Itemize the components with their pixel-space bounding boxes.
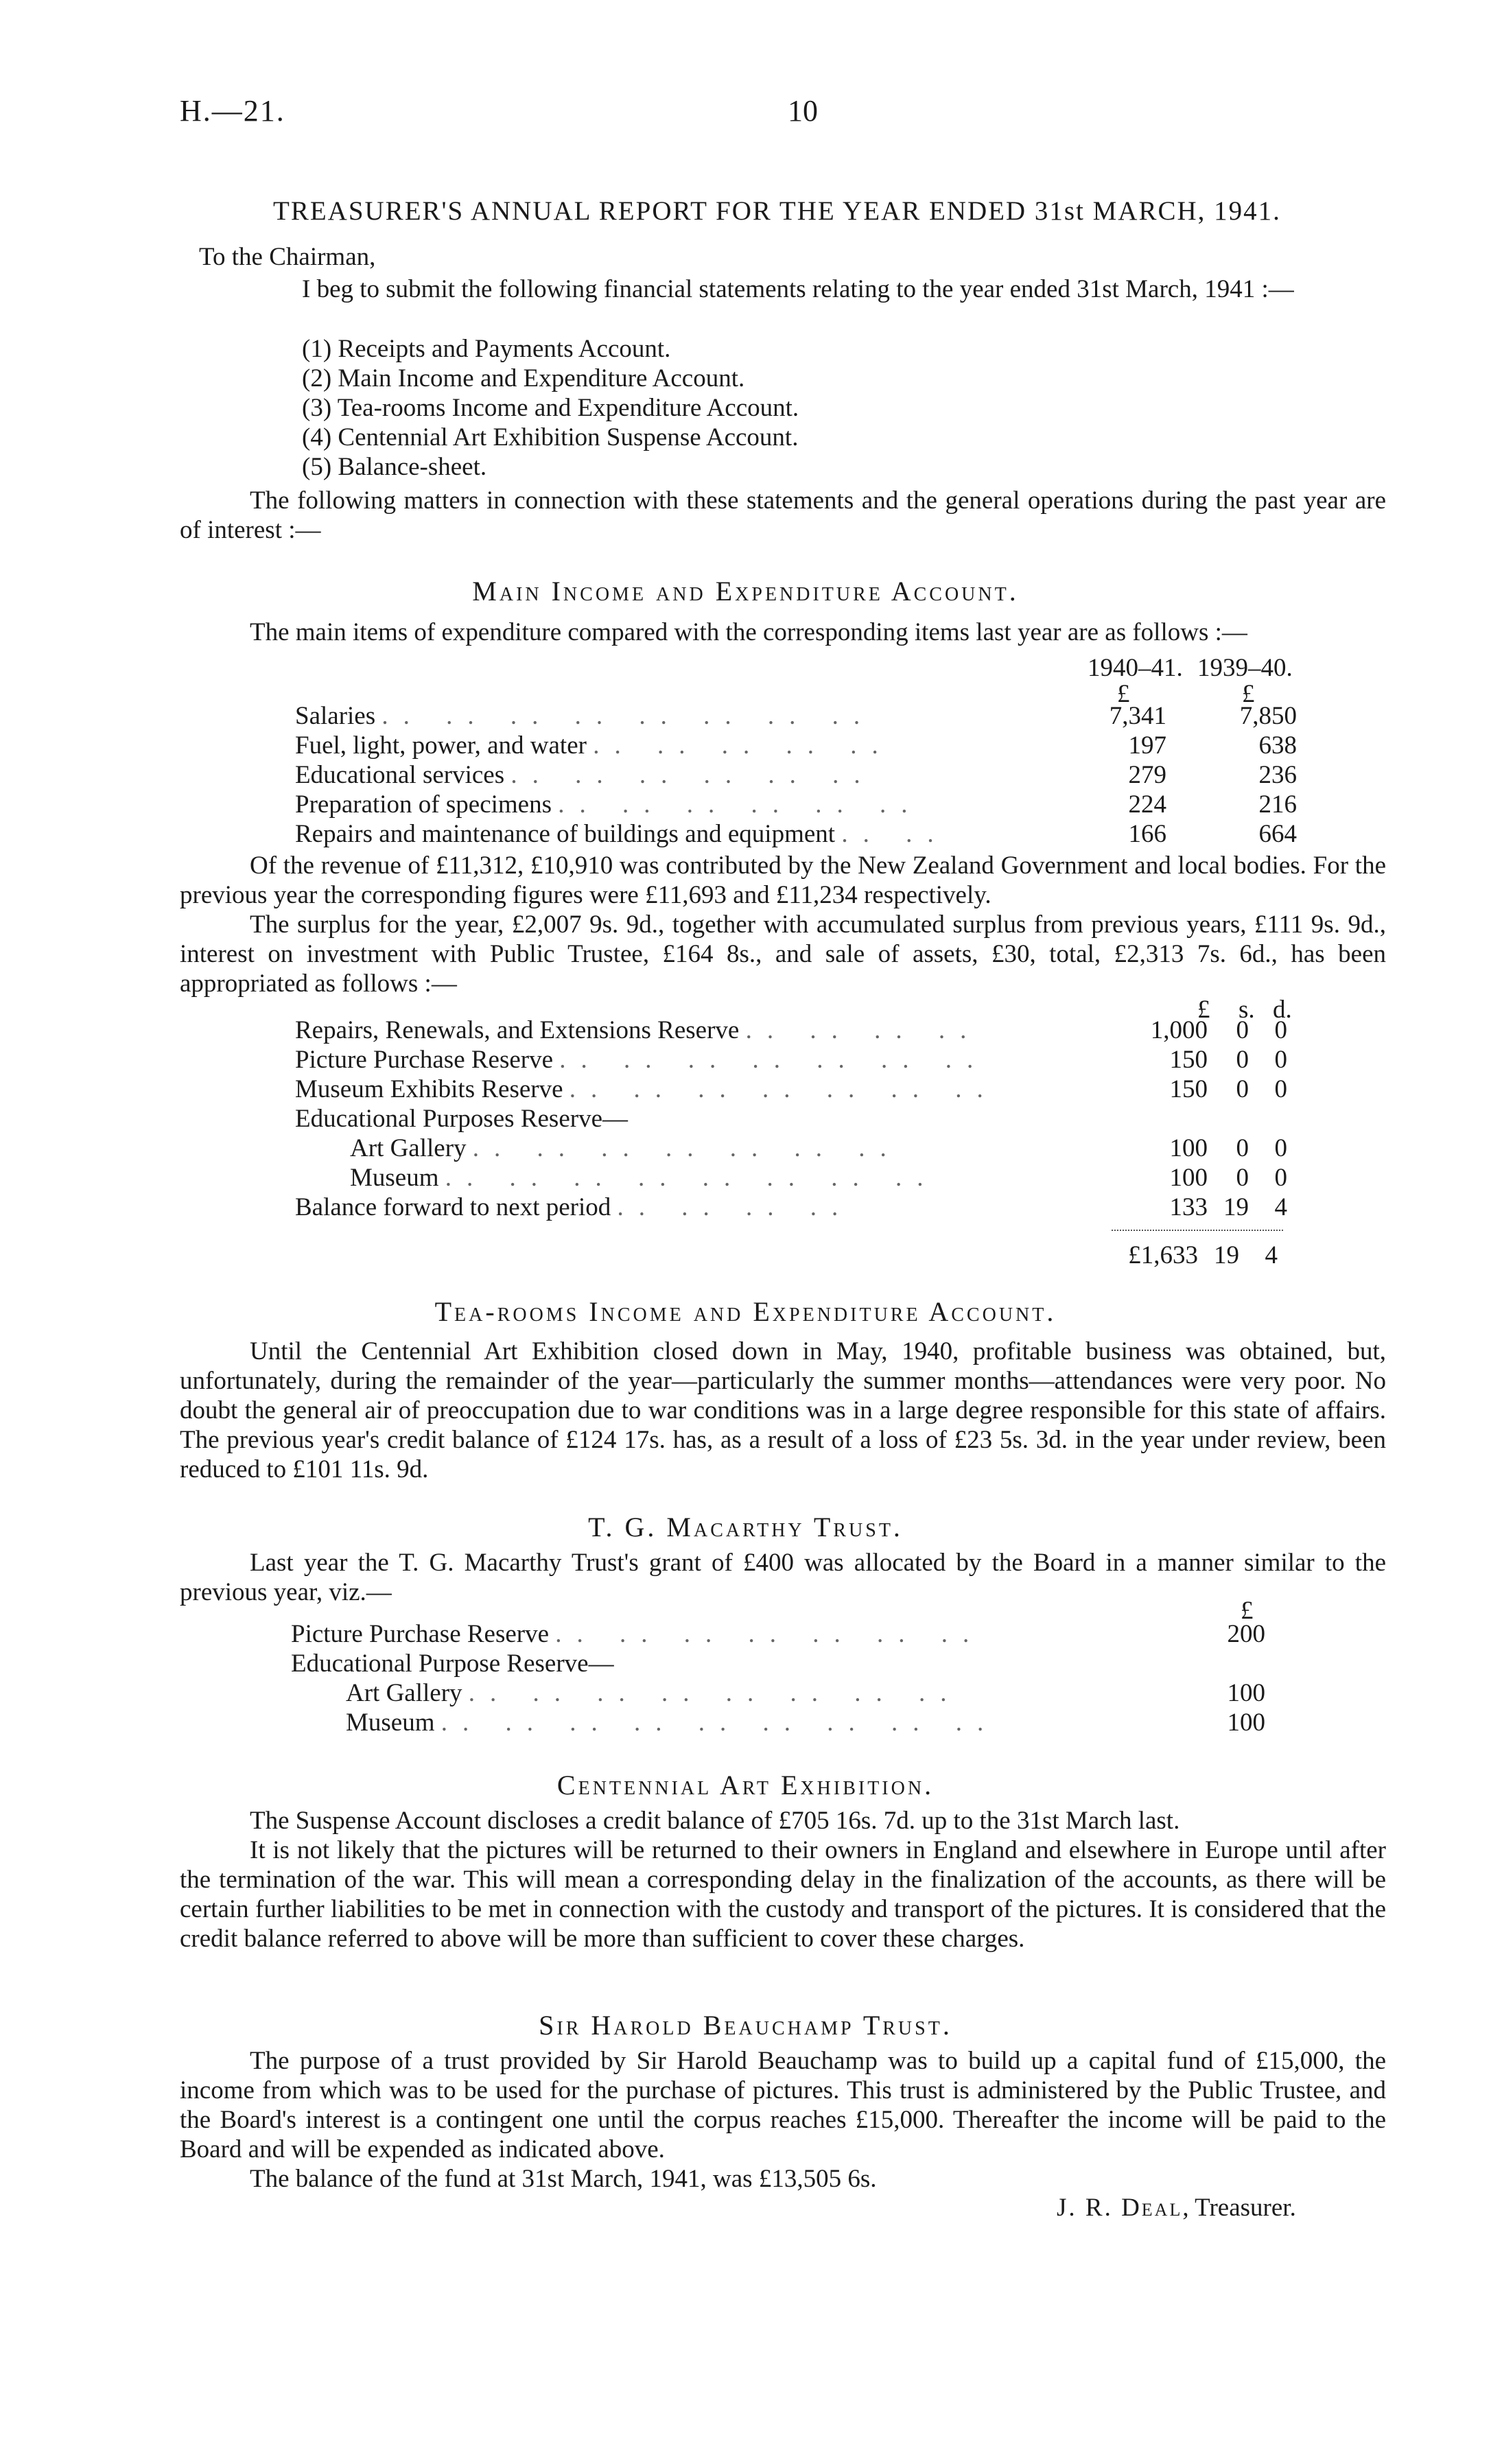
- row-label: Repairs, Renewals, and Extensions Reserve: [295, 1016, 740, 1044]
- table-row: Repairs, Renewals, and Extensions Reserve .. .. .. .. 1,000 0 0: [295, 1016, 1287, 1044]
- signatory-role: , Treasurer.: [1182, 2194, 1296, 2222]
- statement-item: (3) Tea-rooms Income and Expenditure Account.: [302, 394, 799, 422]
- section-heading-beauchamp: Sir Harold Beauchamp Trust.: [539, 2010, 952, 2041]
- surplus-paragraph: The surplus for the year, £2,007 9s. 9d., together with accumulated surplus from previous years, £111 9s. 9d., interest on investment with Public Trustee, £164 8s., and sale of assets, £30, total, £2,313 7s. 6d., has been appropriated as follows :—: [180, 911, 1386, 998]
- main-account-lead: The main items of expenditure compared with the corresponding items last year are as follows :—: [250, 618, 1247, 646]
- row-label: Picture Purchase Reserve: [291, 1620, 550, 1648]
- row-label: Art Gallery: [346, 1679, 462, 1707]
- unit-pence: d.: [1273, 996, 1292, 1024]
- document-reference: H.—21.: [180, 94, 285, 128]
- column-unit-current: £: [1117, 680, 1130, 708]
- table-row: [295, 1104, 1287, 1134]
- value-previous: 638: [1258, 731, 1297, 760]
- total-shillings: 19: [1214, 1241, 1239, 1269]
- row-label: Fuel, light, power, and water: [295, 731, 587, 760]
- total-pence: 4: [1265, 1241, 1278, 1269]
- value-current: 7,341: [1109, 702, 1166, 730]
- expenditure-table: [295, 701, 1297, 849]
- unit-shillings: s.: [1238, 996, 1255, 1024]
- value-current: 197: [1128, 731, 1166, 760]
- value-pence: 0: [1274, 1164, 1287, 1192]
- value-current: 279: [1128, 761, 1166, 789]
- statement-item: (2) Main Income and Expenditure Account.: [302, 364, 745, 392]
- table-row: Preparation of specimens .. .. .. .. .. .. 224 216: [295, 790, 1297, 819]
- row-value: [1169, 1649, 1265, 1678]
- unit-pounds: £: [1197, 996, 1210, 1024]
- row-label: Preparation of specimens: [295, 790, 552, 819]
- row-label: Art Gallery: [350, 1134, 467, 1162]
- row-label: Museum: [350, 1164, 439, 1192]
- row-label: Educational Purpose Reserve—: [291, 1650, 614, 1678]
- salutation: To the Chairman,: [199, 243, 376, 271]
- table-row: Repairs and maintenance of buildings and equipment .. .. 166 664: [295, 820, 1297, 848]
- column-unit-previous: £: [1242, 680, 1255, 708]
- table-row: Picture Purchase Reserve .. .. .. .. .. .. .. 150 0 0: [295, 1046, 1287, 1074]
- value-pounds: 133: [1169, 1193, 1208, 1221]
- unit-pounds: £: [1241, 1597, 1254, 1625]
- value-shillings: 19: [1223, 1193, 1249, 1221]
- section-heading-macarthy: T. G. Macarthy Trust.: [588, 1512, 903, 1542]
- value-pounds: [1139, 1104, 1208, 1134]
- beauchamp-paragraph-2: The balance of the fund at 31st March, 1941, was £13,505 6s.: [250, 2165, 877, 2193]
- value-pence: 0: [1274, 1046, 1287, 1074]
- total-rule: [1112, 1230, 1283, 1231]
- value-shillings: 0: [1236, 1134, 1249, 1162]
- signatory-name: J. R. Deal: [1057, 2194, 1183, 2222]
- value-pounds: 150: [1169, 1046, 1208, 1074]
- table-row: Museum Exhibits Reserve .. .. .. .. .. .. .. 150 0 0: [295, 1075, 1287, 1103]
- row-label: Educational Purposes Reserve—: [295, 1105, 628, 1133]
- statement-item: (5) Balance-sheet.: [302, 453, 487, 481]
- table-row: Balance forward to next period .. .. .. .. 133 19 4: [295, 1193, 1287, 1221]
- value-shillings: 0: [1236, 1016, 1249, 1044]
- report-title: TREASURER'S ANNUAL REPORT FOR THE YEAR ENDED 31st MARCH, 1941.: [273, 196, 1281, 226]
- revenue-paragraph: Of the revenue of £11,312, £10,910 was contributed by the New Zealand Government and local bodies. For the previous year the corresponding figures were £11,693 and £11,234 respectively.: [180, 852, 1386, 909]
- column-year-current: 1940–41.: [1088, 654, 1183, 682]
- value-pence: 0: [1274, 1016, 1287, 1044]
- value-previous: 664: [1258, 820, 1297, 848]
- beauchamp-paragraph-1: The purpose of a trust provided by Sir Harold Beauchamp was to build up a capital fund of £15,000, the income from which was to be used for the purchase of pictures. This trust is administered by the Public Trustee, and the Board's interest is a contingent one until the corpus reaches £15,000. Thereafter the income will be paid to the Board and will be expended as indicated above.: [180, 2047, 1386, 2163]
- value-pence: 4: [1274, 1193, 1287, 1221]
- row-label: Museum: [346, 1709, 435, 1737]
- total-pounds: £1,633: [1128, 1241, 1198, 1269]
- macarthy-table: [291, 1619, 1265, 1737]
- row-label: Picture Purchase Reserve: [295, 1046, 554, 1074]
- row-label: Balance forward to next period: [295, 1193, 611, 1221]
- statement-item: (4) Centennial Art Exhibition Suspense Account.: [302, 423, 799, 451]
- total-row: [1112, 1241, 1278, 1270]
- table-row: Museum .. .. .. .. .. .. .. .. .. 100: [346, 1709, 1265, 1737]
- row-value: 200: [1227, 1620, 1265, 1648]
- centennial-paragraph-2: It is not likely that the pictures will be returned to their owners in England and elsewhere in Europe until after the termination of the war. This will mean a corresponding delay in the finalization of the accounts, as there will be certain further liabilities to be met in connection with the custody and transport of the pictures. It is considered that the credit balance referred to above will be more than sufficient to cover these charges.: [180, 1836, 1386, 1953]
- value-previous: 7,850: [1239, 702, 1297, 730]
- table-row: Fuel, light, power, and water .. .. .. .. .. 197 638: [295, 731, 1297, 760]
- value-pounds: 1,000: [1150, 1016, 1208, 1044]
- table-row: Art Gallery .. .. .. .. .. .. .. .. 100: [346, 1679, 1265, 1707]
- value-previous: 216: [1258, 790, 1297, 819]
- table-row: Salaries .. .. .. .. .. .. .. .. 7,341 7,850: [295, 702, 1297, 730]
- page-number: 10: [788, 94, 818, 128]
- value-pence: 0: [1274, 1075, 1287, 1103]
- value-shillings: [1208, 1104, 1249, 1134]
- table-row: Picture Purchase Reserve .. .. .. .. .. .. .. 200: [291, 1620, 1265, 1648]
- column-year-previous: 1939–40.: [1197, 654, 1293, 682]
- appropriation-total: [1112, 1241, 1278, 1270]
- value-pounds: 100: [1169, 1164, 1208, 1192]
- row-value: 100: [1227, 1679, 1265, 1707]
- value-shillings: 0: [1236, 1075, 1249, 1103]
- value-previous: 236: [1258, 761, 1297, 789]
- table-row: Museum .. .. .. .. .. .. .. .. 100 0 0: [350, 1164, 1287, 1192]
- statement-item: (1) Receipts and Payments Account.: [302, 335, 671, 363]
- value-pounds: 150: [1169, 1075, 1208, 1103]
- row-value: 100: [1227, 1709, 1265, 1737]
- section-heading-main-account: Main Income and Expenditure Account.: [472, 576, 1019, 607]
- value-current: 166: [1128, 820, 1166, 848]
- table-row: Art Gallery .. .. .. .. .. .. .. 100 0 0: [350, 1134, 1287, 1162]
- appropriation-table: [295, 1016, 1287, 1222]
- centennial-paragraph-1: The Suspense Account discloses a credit balance of £705 16s. 7d. up to the 31st March last.: [250, 1807, 1180, 1835]
- tearooms-paragraph: Until the Centennial Art Exhibition closed down in May, 1940, profitable business was obtained, but, unfortunately, during the remainder of the year—particularly the summer months—attendances were very poor. No doubt the general air of preoccupation due to war conditions was in a large degree responsible for this state of affairs. The previous year's credit balance of £124 17s. has, as a result of a loss of £23 5s. 3d. in the year under review, been reduced to £101 11s. 9d.: [180, 1337, 1386, 1483]
- macarthy-paragraph: Last year the T. G. Macarthy Trust's grant of £400 was allocated by the Board in a manner similar to the previous year, viz.—: [180, 1549, 1386, 1606]
- row-label: Repairs and maintenance of buildings and equipment: [295, 820, 836, 848]
- row-label: Museum Exhibits Reserve: [295, 1075, 563, 1103]
- intro-paragraph: I beg to submit the following financial statements relating to the year ended 31st March, 1941 :—: [302, 275, 1294, 303]
- interest-paragraph: The following matters in connection with these statements and the general operations during the past year are of interest :—: [180, 486, 1386, 544]
- value-pence: 0: [1274, 1134, 1287, 1162]
- table-row: Educational services .. .. .. .. .. .. 279 236: [295, 761, 1297, 789]
- value-pence: [1249, 1104, 1287, 1134]
- value-shillings: 0: [1236, 1164, 1249, 1192]
- table-row: [291, 1649, 1265, 1678]
- section-heading-centennial: Centennial Art Exhibition.: [556, 1770, 935, 1800]
- value-current: 224: [1128, 790, 1166, 819]
- section-heading-tearooms: Tea-rooms Income and Expenditure Account.: [434, 1296, 1057, 1327]
- row-label: Educational services: [295, 761, 505, 789]
- row-label: Salaries: [295, 702, 376, 730]
- value-shillings: 0: [1236, 1046, 1249, 1074]
- value-pounds: 100: [1169, 1134, 1208, 1162]
- signature: [1057, 2193, 1296, 2222]
